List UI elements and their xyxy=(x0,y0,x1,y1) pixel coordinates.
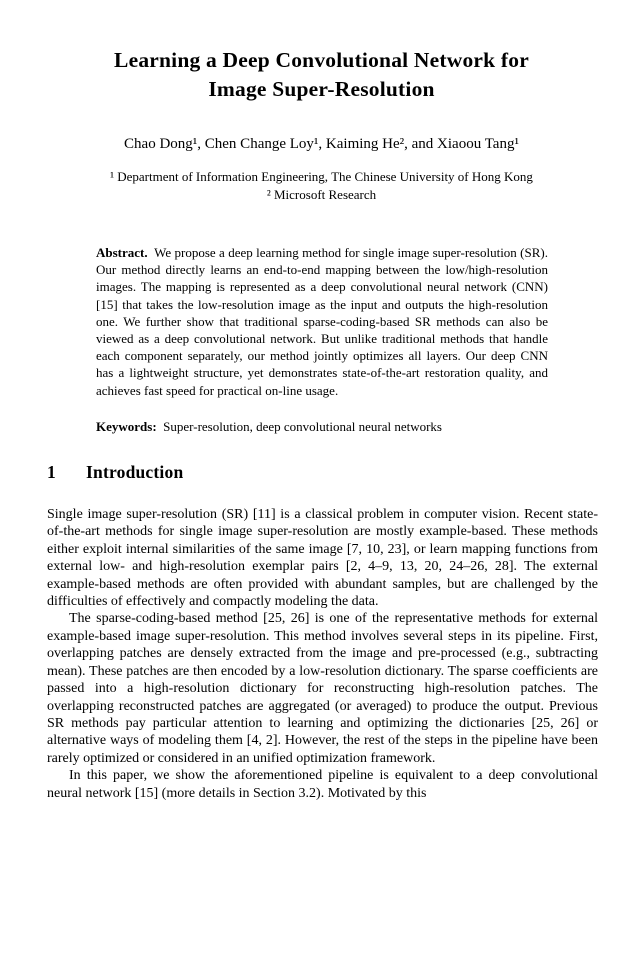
abstract-block xyxy=(96,244,548,399)
section-heading xyxy=(47,462,598,483)
intro-paragraph-2: The sparse-coding-based method [25, 26] is one of the representative methods for external example-based image super-resolution. This method involves several steps in its pipeline. First, overlapping patches are densely extracted from the image and pre-processed (e.g., subtracting mean). These patches are then encoded by a low-resolution dictionary. The sparse coefficients are passed into a high-resolution dictionary for reconstructing high-resolution patches. The overlapping reconstructed patches are aggregated (or averaged) to produce the output. Previous SR methods pay particular attention to learning and optimizing the dictionaries [25, 26] or alternative ways of modeling them [4, 2]. However, the rest of the steps in the pipeline have been rarely optimized or considered in an unified optimization framework. xyxy=(47,611,598,766)
section-number: 1 xyxy=(47,462,56,483)
keywords-block xyxy=(96,418,548,435)
abstract-text: We propose a deep learning method for single image super-resolution (SR). Our method directly learns an end-to-end mapping between the low/high-resolution images. The mapping is represented as a deep convolutional neural network (CNN) [15] that takes the low-resolution image as the input and outputs the high-resolution one. We further show that traditional sparse-coding-based SR methods can also be viewed as a deep convolutional network. But unlike traditional methods that handle each component separately, our method jointly optimizes all layers. Our deep CNN has a lightweight structure, yet demonstrates state-of-the-art restoration quality, and achieves fast speed for practical on-line usage. xyxy=(96,245,548,398)
keywords-label: Keywords: xyxy=(96,418,157,434)
affiliations-block xyxy=(0,168,643,203)
section-title: Introduction xyxy=(86,462,184,483)
affiliation-line-2: ² Microsoft Research xyxy=(266,186,377,202)
intro-paragraph-3: In this paper, we show the aforementioned pipeline is equivalent to a deep convolutional neural network [15] (more details in Section 3.2). Motivated by this xyxy=(47,768,598,801)
keywords-text: Super-resolution, deep convolutional neural networks xyxy=(163,418,442,434)
introduction-body xyxy=(47,506,598,802)
affiliation-line-1: ¹ Department of Information Engineering, The Chinese University of Hong Kong xyxy=(110,169,533,184)
abstract-label: Abstract. xyxy=(96,245,148,260)
paper-title: Learning a Deep Convolutional Network for Image Super-Resolution xyxy=(114,48,529,101)
intro-paragraph-1: Single image super-resolution (SR) [11] is a classical problem in computer vision. Recent state-of-the-art methods for single image super-resolution are mostly example-based. These methods either exploit internal similarities of the same image [7, 10, 23], or learn mapping functions from external low- and high-resolution exemplar pairs [2, 4–9, 13, 20, 24–26, 28]. The external example-based methods are often provided with abundant samples, but are challenged by the difficulties of effectively and compactly modeling the data. xyxy=(47,507,598,610)
authors-line: Chao Dong¹, Chen Change Loy¹, Kaiming He², and Xiaoou Tang¹ xyxy=(124,136,519,152)
